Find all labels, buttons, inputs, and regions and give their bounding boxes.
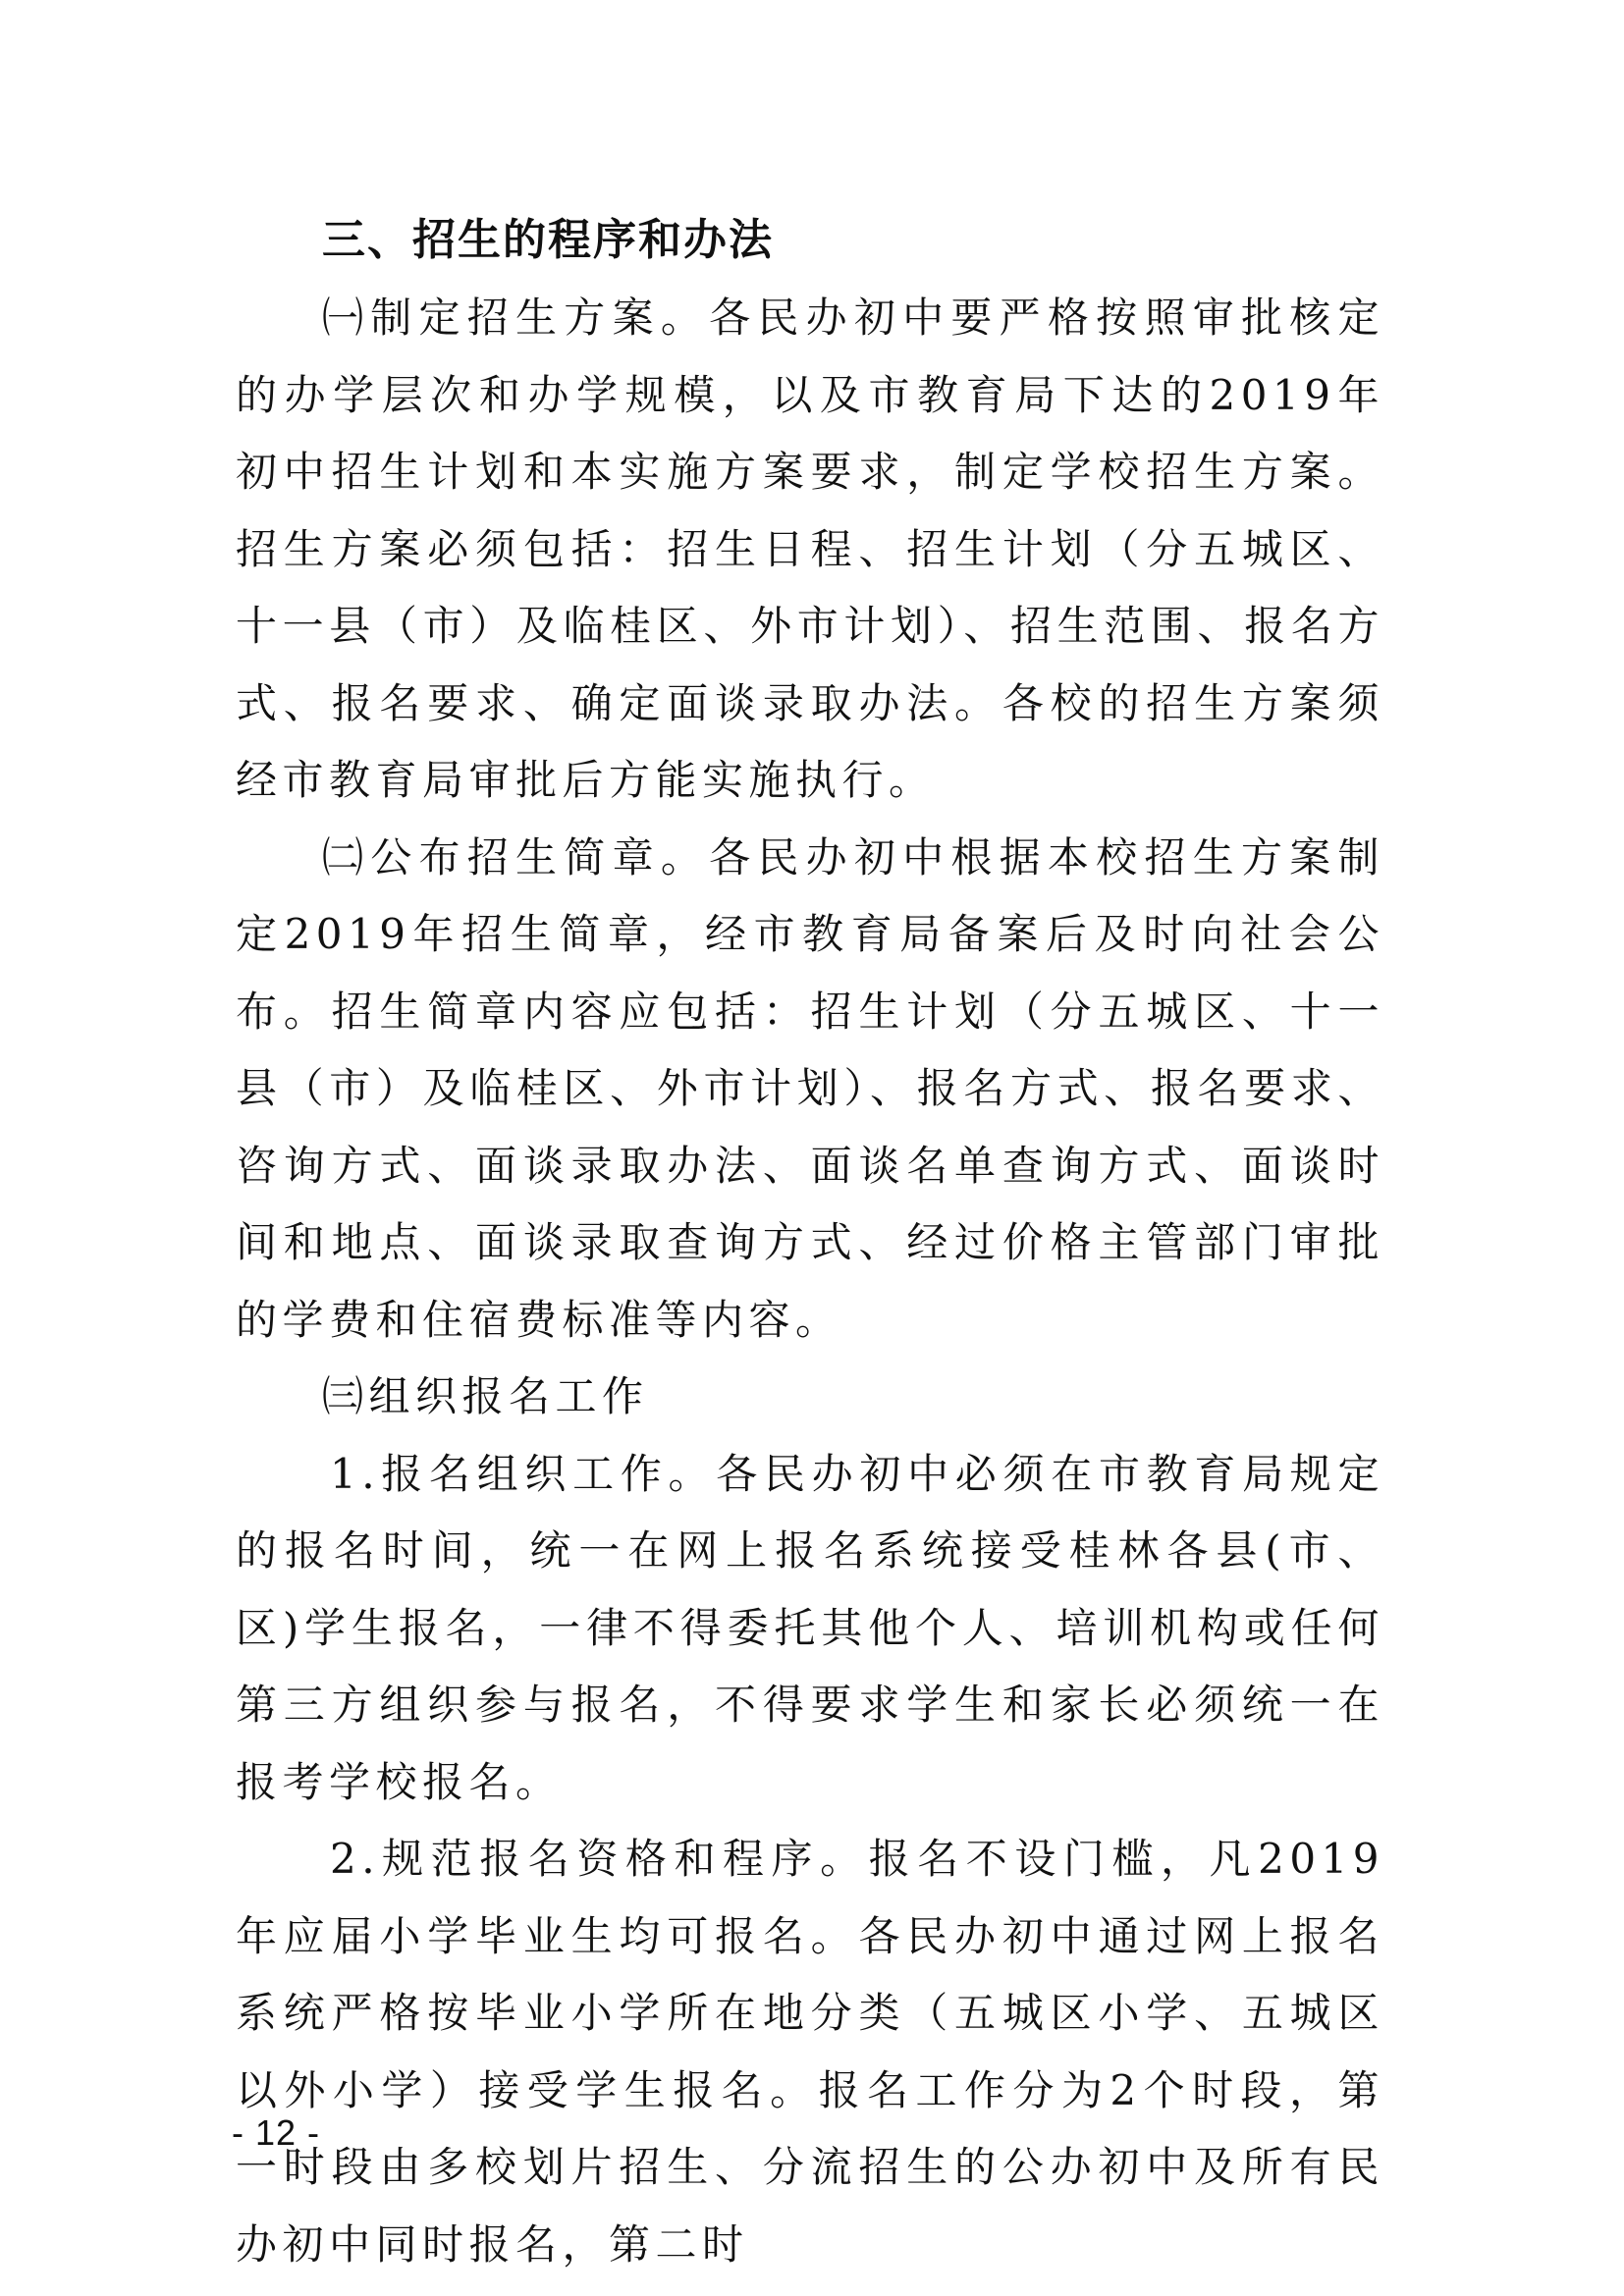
item-registration-organization: 1.报名组织工作。各民办初中必须在市教育局规定的报名时间，统一在网上报名系统接受桂林各县(市、区)学生报名，一律不得委托其他个人、培训机构或任何第三方组织参与报名，不得要求学生和家长必须统一在报考学校报名。 (236, 1449, 1384, 1806)
subheading-registration: ㈢组织报名工作 (322, 1372, 649, 1420)
item-registration-qualification: 2.规范报名资格和程序。报名不设门槛，凡2019年应届小学毕业生均可报名。各民办初中通过网上报名系统严格按毕业小学所在地分类（五城区小学、五城区以外小学）接受学生报名。报名工作分为2个时段，第一时段由多校划片招生、分流招生的公办初中及所有民办初中同时报名，第二时 (236, 1835, 1384, 2269)
document-body (236, 201, 1384, 2283)
page-number: - 12 - (232, 2112, 321, 2153)
paragraph-admission-plan: ㈠制定招生方案。各民办初中要严格按照审批核定的办学层次和办学规模，以及市教育局下达的2019年初中招生计划和本实施方案要求，制定学校招生方案。招生方案必须包括：招生日程、招生计划（分五城区、十一县（市）及临桂区、外市计划）、招生范围、报名方式、报名要求、确定面谈录取办法。各校的招生方案须经市教育局审批后方能实施执行。 (236, 294, 1384, 804)
section-heading: 三、招生的程序和办法 (322, 215, 774, 265)
paragraph-admission-brochure: ㈡公布招生简章。各民办初中根据本校招生方案制定2019年招生简章，经市教育局备案后及时向社会公布。招生简章内容应包括：招生计划（分五城区、十一县（市）及临桂区、外市计划）、报名方式、报名要求、咨询方式、面谈录取办法、面谈名单查询方式、面谈时间和地点、面谈录取查询方式、经过价格主管部门审批的学费和住宿费标准等内容。 (236, 832, 1384, 1344)
